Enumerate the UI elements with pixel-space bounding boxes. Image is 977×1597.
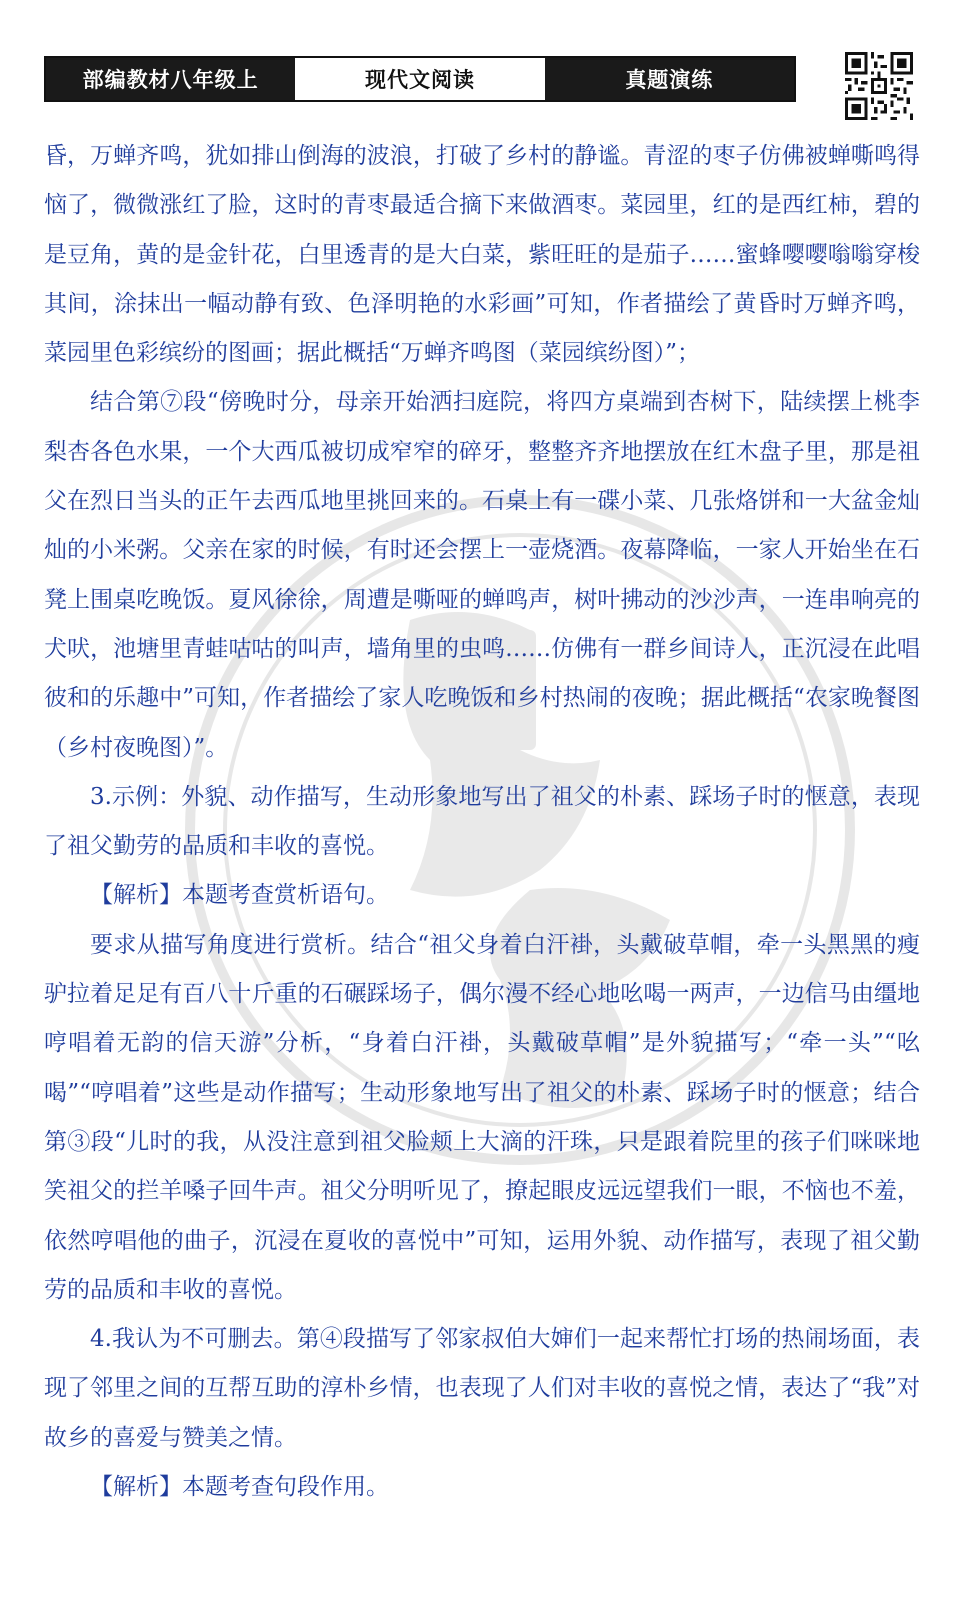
- answer-3: 3.示例：外貌、动作描写，生动形象地写出了祖父的朴素、踩场子时的惬意，表现了祖父勤劳的品质和丰收的喜悦。: [44, 783, 920, 860]
- header-topic: 现代文阅读: [295, 58, 544, 100]
- header-bar: [44, 56, 796, 102]
- analysis-3-label: 【解析】本题考查赏析语句。: [90, 882, 389, 909]
- paragraph-1: 昏，万蝉齐鸣，犹如排山倒海的波浪，打破了乡村的静谧。青涩的枣子仿佛被蝉嘶鸣得恼了，微微涨红了脸，这时的青枣最适合摘下来做酒枣。菜园里，红的是西红柿，碧的是豆角，黄的是金针花，白里透青的是大白菜，紫旺旺的是茄子……蜜蜂嘤嘤嗡嗡穿梭其间，涂抹出一幅动静有致、色泽明艳的水彩画”可知，作者描绘了黄昏时万蝉齐鸣，菜园里色彩缤纷的图画；据此概括“万蝉齐鸣图（菜园缤纷图）”；: [44, 143, 920, 367]
- header-subject: 部编教材八年级上: [46, 58, 295, 100]
- analysis-4-label: 【解析】本题考查句段作用。: [90, 1474, 389, 1501]
- answer-4: 4.我认为不可删去。第④段描写了邻家叔伯大婶们一起来帮忙打场的热闹场面，表现了邻里之间的互帮互助的淳朴乡情，也表现了人们对丰收的喜悦之情，表达了“我”对故乡的喜爱与赞美之情。: [44, 1326, 920, 1451]
- qr-code-icon[interactable]: [845, 52, 913, 120]
- analysis-3-body: 要求从描写角度进行赏析。结合“祖父身着白汗褂，头戴破草帽，牵一头黑黑的瘦驴拉着足足有百八十斤重的石碾踩场子，偶尔漫不经心地吆喝一两声，一边信马由缰地哼唱着无韵的信天游”分析，“身着白汗褂，头戴破草帽”是外貌描写；“牵一头”“吆喝”“哼唱着”这些是动作描写；生动形象地写出了祖父的朴素、踩场子时的惬意；结合第③段“儿时的我，从没注意到祖父脸颊上大滴的汗珠，只是跟着院里的孩子们咪咪地笑祖父的拦羊嗓子回牛声。祖父分明听见了，撩起眼皮远远望我们一眼，不恼也不羞，依然哼唱他的曲子，沉浸在夏收的喜悦中”可知，运用外貌、动作描写，表现了祖父勤劳的品质和丰收的喜悦。: [44, 931, 920, 1303]
- answer-body: [44, 132, 920, 1512]
- header-type: 真题演练: [545, 58, 794, 100]
- paragraph-2: 结合第⑦段“傍晚时分，母亲开始洒扫庭院，将四方桌端到杏树下，陆续摆上桃李梨杏各色水果，一个大西瓜被切成窄窄的碎牙，整整齐齐地摆放在红木盘子里，那是祖父在烈日当头的正午去西瓜地里挑回来的。石桌上有一碟小菜、几张烙饼和一大盆金灿灿的小米粥。父亲在家的时候，有时还会摆上一壶烧酒。夜幕降临，一家人开始坐在石凳上围桌吃晚饭。夏风徐徐，周遭是嘶哑的蝉鸣声，树叶拂动的沙沙声，一连串响亮的犬吠，池塘里青蛙咕咕的叫声，墙角里的虫鸣……仿佛有一群乡间诗人，正沉浸在此唱彼和的乐趣中”可知，作者描绘了家人吃晚饭和乡村热闹的夜晚；据此概括“农家晚餐图（乡村夜晚图）”。: [44, 389, 920, 761]
